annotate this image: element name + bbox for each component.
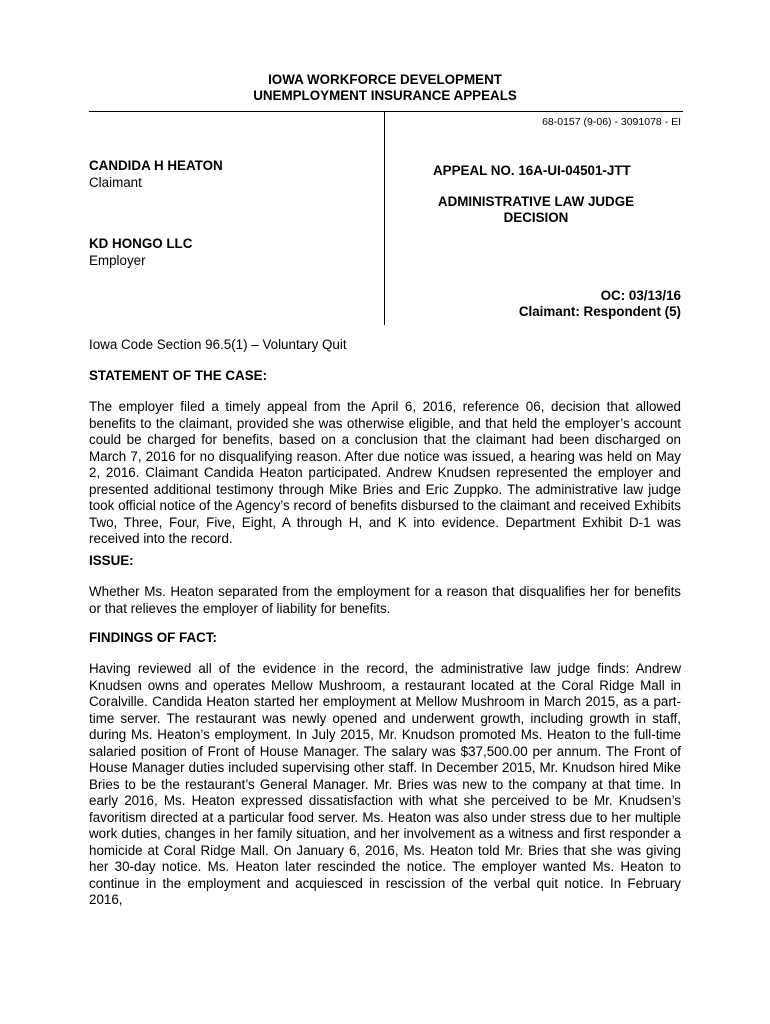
decision-title-line2: DECISION [503,210,569,225]
employer-name: KD HONGO LLC [89,236,193,251]
statement-paragraph: The employer filed a timely appeal from the April 6, 2016, reference 06, decision that allowed benefits to the claimant, provided she was otherwise eligible, and that held the employer’s account could be charged for benefits, based on a conclusion that the claimant had been discharged on March 7, 2016 for no disqualifying reason. After due notice was issued, a hearing was held on May 2, 2016. Claimant Candida Heaton participated. Andrew Knudsen represented the employer and presented additional testimony through Mike Bries and Eric Zuppko. The administrative law judge took official notice of the Agency’s record of benefits disbursed to the claimant and received Exhibits Two, Three, Four, Five, Eight, A through H, and K into evidence. Department Exhibit D-1 was received into the record. [89,399,681,546]
form-number: 68-0157 (9-06) - 3091078 - EI [542,116,681,128]
decision-title-line1: ADMINISTRATIVE LAW JUDGE [437,194,635,209]
agency-name: IOWA WORKFORCE DEVELOPMENT [268,72,502,87]
claimant-name: CANDIDA H HEATON [89,158,223,173]
employer-block [89,236,369,269]
findings-paragraph: Having reviewed all of the evidence in the record, the administrative law judge finds: Andrew Knudsen owns and operates Mellow Mushroom, a restaurant located at the Coral Ridge Mall in Coralville. Candida Heaton started her employment at Mellow Mushroom in March 2015, as a part-time server. The restaurant was newly opened and underwent growth, including growth in staff, during Ms. Heaton’s employment. In July 2015, Mr. Knudson promoted Ms. Heaton to the full-time salaried position of Front of House Manager. The salary was $37,500.00 per annum. The Front of House Manager duties included supervising other staff. In December 2015, Mr. Knudson hired Mike Bries to be the restaurant’s General Manager. Mr. Bries was new to the company at that time. In early 2016, Ms. Heaton expressed dissatisfaction with what she perceived to be Mr. Knudsen’s favoritism directed at a particular food server. Ms. Heaton was also under stress due to her multiple work duties, changes in her family situation, and her involvement as a witness and first responder a homicide at Coral Ridge Mall. On January 6, 2016, Ms. Heaton told Mr. Bries that she was giving her 30-day notice. Ms. Heaton later rescinded the notice. The employer wanted Ms. Heaton to continue in the employment and acquiesced in rescission of the verbal quit notice. In February 2016, [89,661,681,907]
oc-block [421,288,681,320]
agency-heading [0,72,770,104]
statement-heading: STATEMENT OF THE CASE: [89,368,268,383]
appeal-number: APPEAL NO. 16A-UI-04501-JTT [433,163,631,178]
caption-top-rule [89,111,683,112]
agency-division: UNEMPLOYMENT INSURANCE APPEALS [253,88,517,103]
caption-divider [384,111,385,325]
claimant-block [89,158,369,191]
claimant-status: Claimant: Respondent (5) [518,304,681,319]
issue-paragraph: Whether Ms. Heaton separated from the employment for a reason that disqualifies her for benefits or that relieves the employer of liability for benefits. [89,584,681,616]
decision-title [433,194,639,226]
employer-role: Employer [89,252,146,268]
code-section: Iowa Code Section 96.5(1) – Voluntary Quit [89,337,347,352]
claimant-role: Claimant [89,174,142,190]
findings-heading: FINDINGS OF FACT: [89,630,217,645]
oc-date: OC: 03/13/16 [600,288,681,303]
issue-heading: ISSUE: [89,553,134,568]
